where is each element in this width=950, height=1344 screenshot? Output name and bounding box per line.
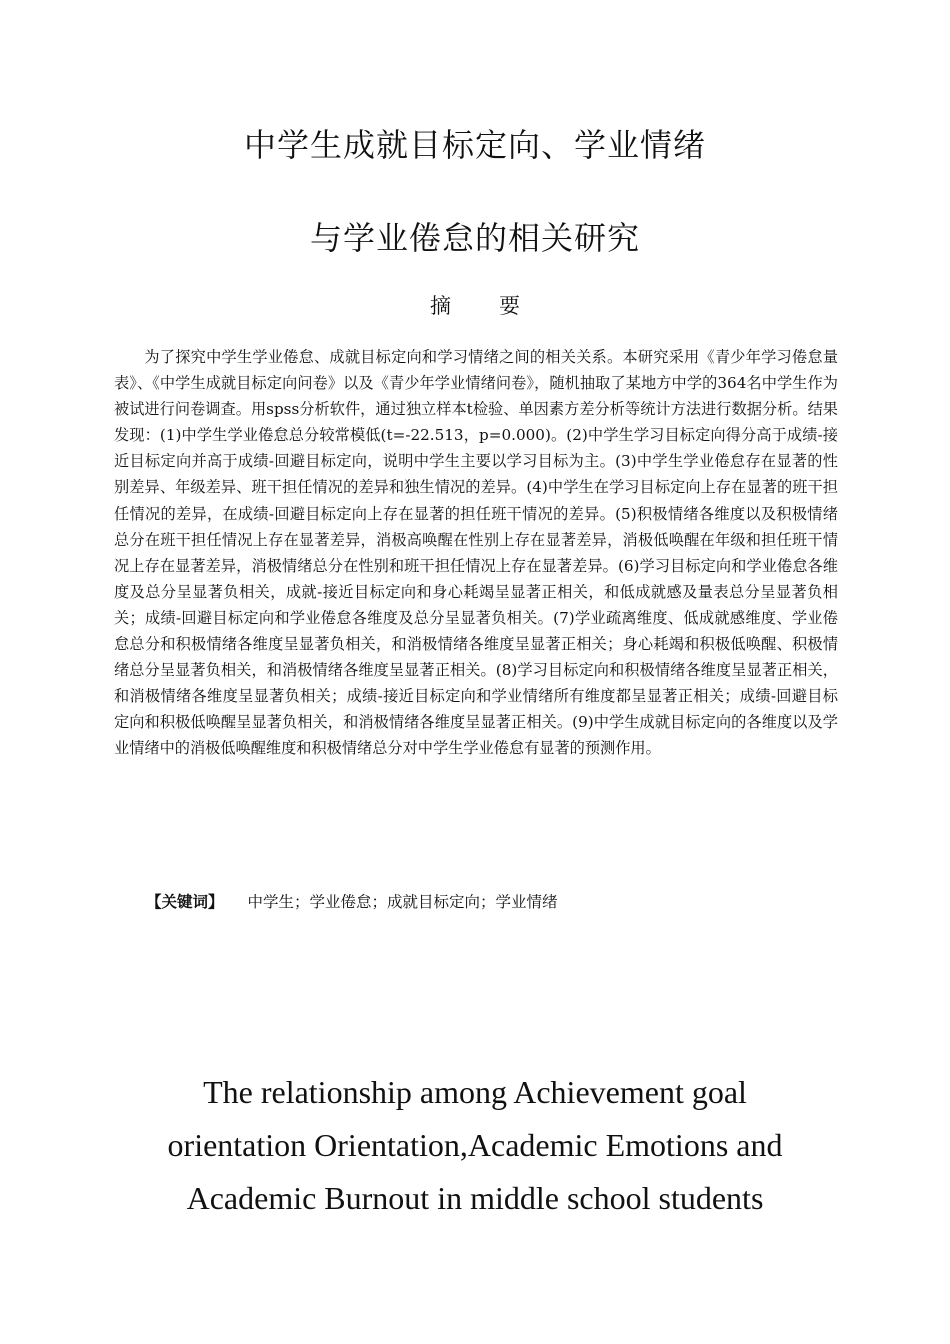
english-title-line-1: The relationship among Achievement goal	[203, 1074, 747, 1110]
abstract-heading: 摘要	[430, 294, 568, 318]
english-title	[80, 1066, 870, 1225]
english-title-line-2: orientation Orientation,Academic Emotions and	[167, 1127, 783, 1163]
keywords-value: 中学生；学业倦怠；成就目标定向；学业情绪	[247, 893, 558, 911]
keywords-line	[146, 890, 558, 912]
english-title-line-3: Academic Burnout in middle school students	[186, 1180, 764, 1216]
abstract-body: 为了探究中学生学业倦怠、成就目标定向和学习情绪之间的相关关系。本研究采用《青少年学习倦怠量表》、《中学生成就目标定向问卷》以及《青少年学业情绪问卷》，随机抽取了某地方中学的364名中学生作为被试进行问卷调查。用spss分析软件，通过独立样本t检验、单因素方差分析等统计方法进行数据分析。结果发现：(1)中学生学业倦怠总分较常模低(t=-22.513，p=0.000)。(2)中学生学习目标定向得分高于成绩-接近目标定向并高于成绩-回避目标定向，说明中学生主要以学习目标为主。(3)中学生学业倦怠存在显著的性别差异、年级差异、班干担任情况的差异和独生情况的差异。(4)中学生在学习目标定向上存在显著的班干担任情况的差异，在成绩-回避目标定向上存在显著的担任班干情况的差异。(5)积极情绪各维度以及积极情绪总分在班干担任情况上存在显著差异，消极高唤醒在性别上存在显著差异，消极低唤醒在年级和担任班干情况上存在显著差异，消极情绪总分在性别和班干担任情况上存在显著差异。(6)学习目标定向和学业倦怠各维度及总分呈显著负相关，成就-接近目标定向和身心耗竭呈显著正相关，和低成就感及量表总分呈显著负相关；成绩-回避目标定向和学业倦怠各维度及总分呈显著负相关。(7)学业疏离维度、低成就感维度、学业倦怠总分和积极情绪各维度呈显著负相关，和消极情绪各维度呈显著正相关；身心耗竭和积极低唤醒、积极情绪总分呈显著负相关，和消极情绪各维度呈显著正相关。(8)学习目标定向和积极情绪各维度呈显著正相关，和消极情绪各维度呈显著负相关；成绩-接近目标定向和学业情绪所有维度都呈显著正相关；成绩-回避目标定向和积极低唤醒呈显著负相关，和消极情绪各维度呈显著正相关。(9)中学生成就目标定向的各维度以及学业情绪中的消极低唤醒维度和积极情绪总分对中学生学业倦怠有显著的预测作用。	[114, 348, 838, 758]
keywords-label: 【关键词】	[146, 893, 224, 911]
chinese-title-line-1: 中学生成就目标定向、学业情绪	[243, 126, 706, 164]
chinese-title-line-2: 与学业倦怠的相关研究	[309, 219, 640, 257]
